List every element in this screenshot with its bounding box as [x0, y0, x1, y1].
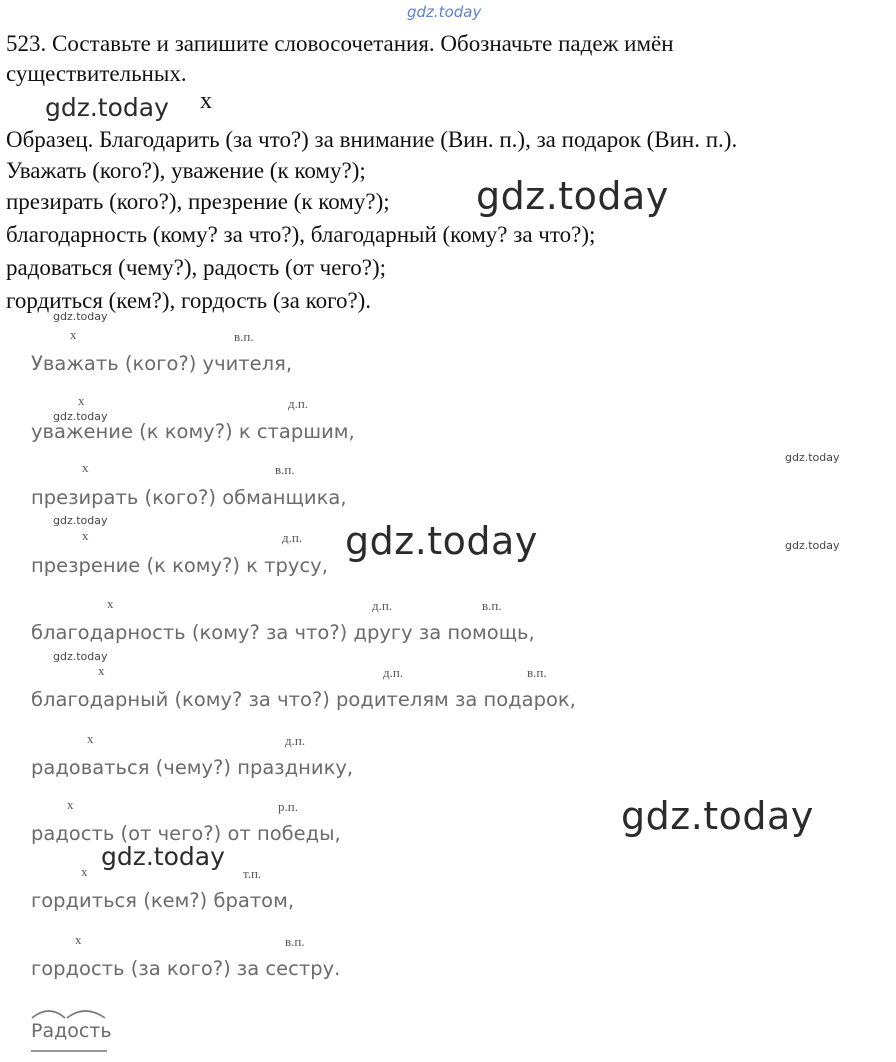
answer-line: благодарность (кому? за что?) другу за помощь, [31, 621, 535, 644]
answer-mark-case: д.п. [282, 530, 303, 545]
word-analysis-word: Радость [31, 1020, 112, 1042]
watermark: gdz.today [53, 410, 108, 423]
answer-mark-x: х [98, 663, 105, 678]
answer-line: радоваться (чему?) празднику, [31, 756, 354, 779]
answer-line: уважение (к кому?) к старшим, [31, 420, 355, 443]
answer-mark-x: х [67, 797, 74, 812]
watermark: gdz.today [101, 842, 225, 871]
answer-mark-case: в.п. [527, 665, 547, 680]
watermark: gdz.today [345, 519, 538, 563]
answer-mark-x: х [87, 731, 94, 746]
task-line-5: гордиться (кем?), гордость (за кого?). [6, 288, 372, 313]
watermark-top: gdz.today [407, 3, 482, 21]
task-line-3: благодарность (кому? за что?), благодарный (кому? за что?); [6, 222, 596, 247]
answer-mark-case: д.п. [285, 733, 306, 748]
answer-line: гордиться (кем?) братом, [31, 889, 295, 912]
answer-mark-x: х [82, 460, 89, 475]
watermark: gdz.today [476, 174, 669, 218]
task-title-line-2: существительных. [6, 61, 187, 86]
answer-line: Уважать (кого?) учителя, [31, 352, 293, 375]
suffix-arc [67, 1011, 105, 1018]
answer-mark-case: д.п. [288, 396, 309, 411]
task-line-4: радоваться (чему?), радость (от чего?); [6, 255, 387, 280]
answer-mark-x: х [70, 327, 77, 342]
task-line-2: презирать (кого?), презрение (к кому?); [6, 189, 390, 214]
answer-mark-case: д.п. [383, 665, 404, 680]
task-line-sample: Образец. Благодарить (за что?) за внимание (Вин. п.), за подарок (Вин. п.). [6, 127, 738, 152]
answer-mark-x: х [107, 596, 114, 611]
answer-line: презирать (кого?) обманщика, [31, 486, 347, 509]
watermark: gdz.today [53, 310, 108, 323]
watermark: gdz.today [621, 794, 814, 838]
answer-mark-case: т.п. [243, 866, 262, 881]
answer-line: гордость (за кого?) за сестру. [31, 957, 341, 980]
task-title-line-1: 523. Составьте и запишите словосочетания. Обозначьте падеж имён [6, 31, 674, 56]
answer-mark-case: в.п. [275, 462, 295, 477]
answer-line: благодарный (кому? за что?) родителям за подарок, [31, 688, 576, 711]
watermark: gdz.today [53, 514, 108, 527]
task-line-1: Уважать (кого?), уважение (к кому?); [6, 158, 366, 183]
answer-mark-case: в.п. [482, 598, 502, 613]
answer-mark-case: р.п. [278, 799, 298, 814]
answer-line: радость (от чего?) от победы, [31, 822, 341, 845]
answer-line: презрение (к кому?) к трусу, [31, 554, 328, 577]
answer-mark-x: х [82, 528, 89, 543]
watermark: gdz.today [45, 93, 169, 122]
answer-mark-x: х [78, 393, 85, 408]
answer-mark-x: х [75, 932, 82, 947]
answer-mark-case: д.п. [372, 598, 393, 613]
root-arc [32, 1011, 65, 1018]
answer-mark-x: х [81, 864, 88, 879]
answer-mark-case: в.п. [285, 934, 305, 949]
answer-mark-case: в.п. [234, 329, 254, 344]
watermark: gdz.today [785, 451, 840, 464]
watermark: gdz.today [53, 650, 108, 663]
watermark: gdz.today [785, 539, 840, 552]
x-mark: x [200, 88, 212, 114]
